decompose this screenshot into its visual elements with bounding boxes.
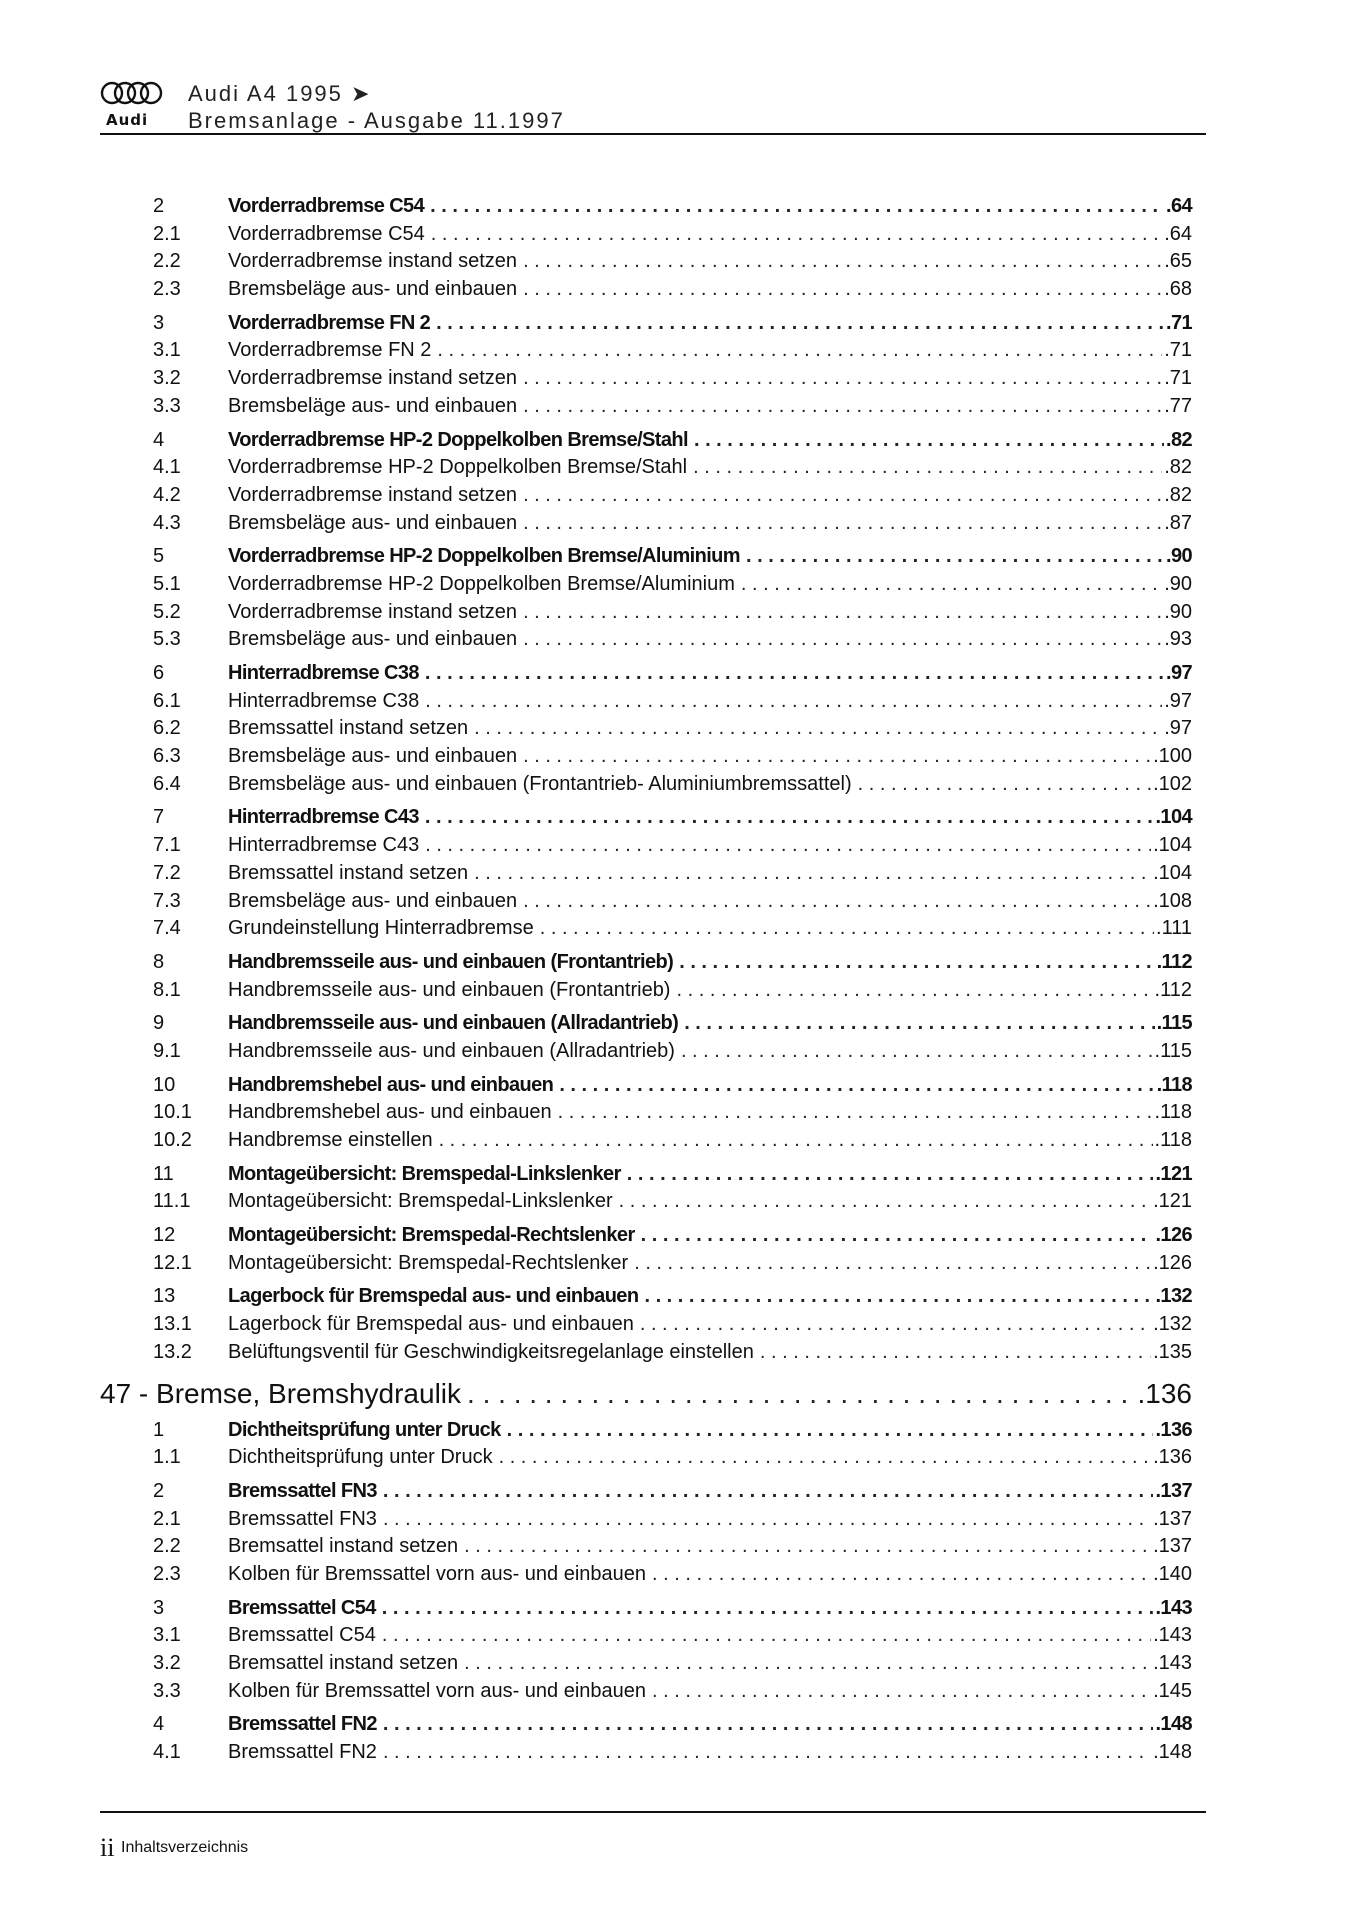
toc-leader-dots <box>523 888 1151 916</box>
toc-section-entry[interactable] <box>100 804 1192 832</box>
toc-subsection-entry[interactable] <box>100 860 1192 888</box>
toc-entry-page: .143 <box>1153 1652 1192 1674</box>
toc-entry-page: .82 <box>1165 428 1192 451</box>
toc-leader-dots <box>523 393 1162 421</box>
toc-entry-number: 2.1 <box>153 1507 181 1530</box>
toc-entry-page: .121 <box>1153 1190 1192 1213</box>
toc-entry-title: Vorderradbremse FN 2 <box>228 339 432 362</box>
toc-section-entry[interactable] <box>100 1283 1192 1311</box>
toc-leader-dots <box>425 832 1151 860</box>
toc-entry-number: 9 <box>153 1012 165 1035</box>
toc-subsection-entry[interactable] <box>100 337 1192 365</box>
toc-entry-page: .97 <box>1164 717 1192 740</box>
toc-entry-title: Vorderradbremse C54 <box>228 195 425 217</box>
toc-leader-dots <box>523 743 1151 771</box>
toc-entry-number: 4 <box>153 1713 165 1736</box>
toc-entry-title: Bremsbeläge aus- und einbauen <box>228 278 518 301</box>
toc-entry-page: .82 <box>1164 456 1192 479</box>
toc-entry-number: 2.2 <box>153 1535 181 1558</box>
toc-entry-title: Bremsattel instand setzen <box>228 1535 459 1558</box>
toc-entry-page: .104 <box>1155 806 1192 829</box>
toc-entry-number: 2 <box>153 1479 165 1502</box>
toc-entry-title: Handbremshebel aus- und einbauen <box>228 1101 552 1124</box>
toc-subsection-entry[interactable] <box>100 688 1192 716</box>
toc-leader-dots <box>523 276 1162 304</box>
toc-section-entry[interactable] <box>100 1010 1192 1038</box>
toc-leader-dots <box>383 1739 1151 1767</box>
toc-subsection-entry[interactable] <box>100 1678 1192 1706</box>
toc-subsection-entry[interactable] <box>100 888 1192 916</box>
toc-entry-title: Bremssattel C54 <box>228 1624 376 1647</box>
toc-entry-page: .97 <box>1164 689 1192 712</box>
toc-entry-page: .111 <box>1156 917 1192 940</box>
toc-leader-dots <box>383 1711 1154 1739</box>
toc-leader-dots <box>652 1561 1151 1589</box>
toc-entry-number: 2.3 <box>153 278 181 301</box>
toc-entry-number: 1.1 <box>153 1446 181 1469</box>
toc-leader-dots <box>634 1250 1151 1278</box>
toc-entry-page: .126 <box>1155 1224 1192 1247</box>
toc-entry-number: 2.2 <box>153 250 181 273</box>
toc-entry-title: Vorderradbremse HP-2 Doppelkolben Bremse/Stahl <box>228 428 688 451</box>
toc-entry-page: .132 <box>1153 1313 1192 1336</box>
toc-subsection-entry[interactable] <box>100 1533 1192 1561</box>
toc-subsection-entry[interactable] <box>100 393 1192 421</box>
toc-entry-title: Hinterradbremse C38 <box>228 689 420 712</box>
toc-entry-page: .148 <box>1155 1713 1192 1736</box>
toc-leader-dots <box>425 688 1162 716</box>
toc-subsection-entry[interactable] <box>100 1622 1192 1650</box>
toc-entry-number: 5.3 <box>153 628 181 651</box>
toc-entry-number: 9.1 <box>153 1039 181 1062</box>
toc-entry-title: Montageübersicht: Bremspedal-Linkslenker <box>228 1190 613 1213</box>
toc-entry-title: Bremsattel instand setzen <box>228 1652 459 1674</box>
toc-subsection-entry[interactable] <box>100 743 1192 771</box>
toc-chapter-entry[interactable] <box>100 1377 1192 1411</box>
toc-entry-number: 2.3 <box>153 1562 181 1585</box>
header-divider <box>100 133 1206 135</box>
toc-entry-title: Handbremshebel aus- und einbauen <box>228 1073 554 1096</box>
toc-entry-title: Belüftungsventil für Geschwindigkeitsregelanlage einstellen <box>228 1340 754 1363</box>
toc-leader-dots <box>523 510 1162 538</box>
toc-leader-dots <box>437 337 1162 365</box>
toc-entry-number: 6.3 <box>153 745 181 768</box>
toc-entry-number: 13 <box>153 1285 176 1308</box>
toc-subsection-entry[interactable] <box>100 1127 1192 1155</box>
toc-subsection-entry[interactable] <box>100 715 1192 743</box>
toc-subsection-entry[interactable] <box>100 626 1192 654</box>
toc-entry-title: Vorderradbremse instand setzen <box>228 250 518 273</box>
toc-entry-page: .140 <box>1153 1562 1192 1585</box>
toc-entry-page: .90 <box>1164 600 1192 623</box>
toc-entry-title: Bremsbeläge aus- und einbauen <box>228 889 518 912</box>
toc-section-entry[interactable] <box>100 193 1192 221</box>
toc-entry-title: Montageübersicht: Bremspedal-Rechtslenker <box>228 1251 629 1274</box>
toc-entry-title: Bremssattel instand setzen <box>228 717 469 740</box>
toc-entry-number: 6 <box>153 662 165 684</box>
toc-entry-title: Handbremse einstellen <box>228 1129 433 1151</box>
toc-entry-number: 3.3 <box>153 394 181 417</box>
toc-entry-page: .118 <box>1156 1073 1192 1096</box>
toc-entry-page: .135 <box>1153 1340 1192 1363</box>
toc-entry-number: 11 <box>153 1162 174 1185</box>
toc-entry-page: .132 <box>1155 1285 1192 1308</box>
toc-subsection-entry[interactable] <box>100 1311 1192 1339</box>
footer-divider <box>100 1811 1206 1813</box>
toc-leader-dots <box>523 248 1162 276</box>
toc-entry-title: Bremssattel C54 <box>228 1596 376 1619</box>
toc-section-entry[interactable] <box>100 310 1192 338</box>
toc-entry-title: Hinterradbremse C43 <box>228 834 420 857</box>
toc-leader-dots <box>439 1127 1153 1155</box>
toc-subsection-entry[interactable] <box>100 1444 1192 1472</box>
toc-leader-dots <box>641 1222 1154 1250</box>
toc-subsection-entry[interactable] <box>100 832 1192 860</box>
toc-section-entry[interactable] <box>100 1478 1192 1506</box>
toc-entry-title: Bremssattel FN2 <box>228 1713 377 1736</box>
toc-leader-dots <box>425 660 1164 688</box>
toc-entry-number: 5.2 <box>153 600 181 623</box>
toc-entry-page: .97 <box>1165 662 1192 684</box>
toc-entry-page: .90 <box>1164 572 1192 595</box>
toc-subsection-entry[interactable] <box>100 1188 1192 1216</box>
header-title-model: Audi A4 1995 ➤ <box>188 81 372 106</box>
toc-entry-page: .82 <box>1164 483 1192 506</box>
toc-leader-dots <box>523 482 1162 510</box>
toc-entry-number: 5 <box>153 545 165 568</box>
toc-leader-dots <box>619 1188 1151 1216</box>
toc-entry-page: .100 <box>1153 745 1192 768</box>
toc-leader-dots <box>464 1650 1151 1678</box>
toc-leader-dots <box>676 977 1152 1005</box>
header-title-section: Bremsanlage - Ausgabe 11.1997 <box>188 108 565 133</box>
toc-entry-page: .64 <box>1165 195 1192 217</box>
toc-entry-title: Bremsbeläge aus- und einbauen <box>228 394 518 417</box>
toc-leader-dots <box>559 1072 1154 1100</box>
toc-entry-number: 7.2 <box>153 861 181 884</box>
toc-entry-number: 10.1 <box>153 1101 192 1124</box>
toc-entry-number: 11.1 <box>153 1190 191 1213</box>
toc-entry-number: 12.1 <box>153 1251 192 1274</box>
toc-entry-title: Bremssattel FN3 <box>228 1507 377 1530</box>
toc-subsection-entry[interactable] <box>100 276 1192 304</box>
toc-entry-title: Lagerbock für Bremspedal aus- und einbauen <box>228 1285 639 1308</box>
toc-leader-dots <box>679 949 1154 977</box>
toc-entry-title: Vorderradbremse C54 <box>228 222 425 245</box>
toc-leader-dots <box>694 427 1164 455</box>
toc-entry-title: Vorderradbremse FN 2 <box>228 311 431 334</box>
toc-subsection-entry[interactable] <box>100 248 1192 276</box>
toc-entry-title: Dichtheitsprüfung unter Druck <box>228 1418 501 1441</box>
toc-subsection-entry[interactable] <box>100 1339 1192 1367</box>
toc-leader-dots <box>382 1595 1154 1623</box>
toc-entry-page: .108 <box>1153 889 1192 912</box>
toc-entry-number: 4.1 <box>153 456 181 479</box>
toc-entry-page: .136 <box>1155 1418 1192 1441</box>
toc-entry-title: Vorderradbremse instand setzen <box>228 600 518 623</box>
toc-entry-number: 7 <box>153 806 165 829</box>
toc-entry-title: Vorderradbremse instand setzen <box>228 483 518 506</box>
toc-subsection-entry[interactable] <box>100 977 1192 1005</box>
toc-entry-page: .145 <box>1153 1679 1192 1702</box>
toc-entry-page: .136 <box>1153 1446 1192 1469</box>
toc-entry-page: .104 <box>1153 834 1192 857</box>
toc-entry-title: Lagerbock für Bremspedal aus- und einbauen <box>228 1313 634 1336</box>
toc-entry-number: 2.1 <box>153 222 181 245</box>
toc-entry-title: Montageübersicht: Bremspedal-Linkslenker <box>228 1162 621 1185</box>
toc-subsection-entry[interactable] <box>100 1739 1192 1767</box>
toc-subsection-entry[interactable] <box>100 1650 1192 1678</box>
toc-section-entry[interactable] <box>100 660 1192 688</box>
toc-entry-page: .90 <box>1165 545 1192 568</box>
toc-entry-page: .87 <box>1164 511 1192 534</box>
toc-section-entry[interactable] <box>100 427 1192 455</box>
toc-entry-number: 12 <box>153 1224 176 1247</box>
toc-leader-dots <box>693 454 1162 482</box>
toc-entry-page: .137 <box>1155 1479 1192 1502</box>
toc-entry-number: 3.2 <box>153 1652 181 1674</box>
toc-leader-dots <box>858 771 1151 799</box>
toc-entry-number: 13.2 <box>153 1340 192 1363</box>
toc-entry-page: .136 <box>1137 1377 1192 1409</box>
toc-subsection-entry[interactable] <box>100 454 1192 482</box>
toc-entry-page: .115 <box>1156 1012 1192 1035</box>
toc-leader-dots <box>499 1444 1151 1472</box>
toc-leader-dots <box>760 1339 1151 1367</box>
toc-entry-number: 8 <box>153 950 165 973</box>
toc-entry-number: 4.2 <box>153 483 181 506</box>
toc-leader-dots <box>436 310 1164 338</box>
toc-entry-title: 47 - Bremse, Bremshydraulik <box>100 1377 462 1409</box>
toc-entry-number: 5.1 <box>153 572 181 595</box>
toc-entry-page: .64 <box>1164 222 1192 245</box>
toc-leader-dots <box>558 1099 1153 1127</box>
toc-subsection-entry[interactable] <box>100 571 1192 599</box>
toc-entry-number: 1 <box>153 1418 165 1441</box>
toc-entry-number: 10.2 <box>153 1129 192 1151</box>
toc-entry-number: 3 <box>153 311 165 334</box>
toc-leader-dots <box>627 1161 1154 1189</box>
toc-subsection-entry[interactable] <box>100 915 1192 943</box>
toc-entry-title: Handbremsseile aus- und einbauen (Allradantrieb) <box>228 1012 679 1035</box>
toc-entry-title: Bremssattel FN2 <box>228 1741 377 1764</box>
toc-entry-page: .71 <box>1165 311 1192 334</box>
table-of-contents <box>100 193 1192 1767</box>
toc-leader-dots <box>383 1478 1154 1506</box>
toc-entry-title: Vorderradbremse HP-2 Doppelkolben Bremse/Aluminium <box>228 545 740 568</box>
toc-subsection-entry[interactable] <box>100 1506 1192 1534</box>
toc-entry-page: .104 <box>1153 861 1192 884</box>
toc-entry-number: 3.2 <box>153 367 181 390</box>
toc-entry-number: 3.1 <box>153 339 181 362</box>
toc-entry-number: 2 <box>153 195 165 217</box>
toc-entry-number: 7.4 <box>153 917 181 940</box>
audi-logo-text: Audi <box>106 111 149 129</box>
toc-leader-dots <box>644 1283 1153 1311</box>
toc-entry-title: Dichtheitsprüfung unter Druck <box>228 1446 493 1469</box>
toc-entry-page: .121 <box>1155 1162 1192 1185</box>
toc-entry-page: .143 <box>1155 1596 1192 1619</box>
toc-entry-title: Bremsbeläge aus- und einbauen (Frontantrieb- Aluminiumbremssattel) <box>228 772 852 795</box>
toc-entry-number: 7.1 <box>153 834 181 857</box>
toc-subsection-entry[interactable] <box>100 221 1192 249</box>
toc-leader-dots <box>523 365 1162 393</box>
toc-section-entry[interactable] <box>100 1417 1192 1445</box>
toc-entry-page: .112 <box>1156 950 1192 973</box>
toc-entry-page: .118 <box>1154 1101 1192 1124</box>
toc-leader-dots <box>652 1678 1151 1706</box>
toc-section-entry[interactable] <box>100 1161 1192 1189</box>
toc-entry-title: Hinterradbremse C38 <box>228 662 419 684</box>
footer-page-number: ii <box>100 1833 115 1862</box>
toc-subsection-entry[interactable] <box>100 482 1192 510</box>
toc-subsection-entry[interactable] <box>100 771 1192 799</box>
toc-entry-page: .137 <box>1153 1535 1192 1558</box>
toc-entry-title: Kolben für Bremssattel vorn aus- und einbauen <box>228 1562 647 1585</box>
toc-leader-dots <box>383 1506 1151 1534</box>
toc-entry-title: Hinterradbremse C43 <box>228 806 419 829</box>
toc-entry-number: 7.3 <box>153 889 181 912</box>
toc-leader-dots <box>474 860 1151 888</box>
toc-leader-dots <box>507 1417 1154 1445</box>
toc-entry-number: 6.2 <box>153 717 181 740</box>
page-header <box>100 78 1206 134</box>
toc-section-entry[interactable] <box>100 949 1192 977</box>
toc-leader-dots <box>523 599 1162 627</box>
toc-entry-number: 3.1 <box>153 1624 181 1647</box>
toc-leader-dots <box>684 1010 1154 1038</box>
toc-entry-page: .148 <box>1153 1741 1192 1764</box>
toc-entry-title: Handbremsseile aus- und einbauen (Allradantrieb) <box>228 1039 675 1062</box>
toc-entry-page: .118 <box>1154 1129 1192 1151</box>
toc-leader-dots <box>640 1311 1151 1339</box>
toc-entry-title: Handbremsseile aus- und einbauen (Frontantrieb) <box>228 950 674 973</box>
toc-leader-dots <box>741 571 1162 599</box>
toc-entry-number: 6.1 <box>153 689 181 712</box>
toc-entry-title: Kolben für Bremssattel vorn aus- und einbauen <box>228 1679 647 1702</box>
toc-leader-dots <box>467 1377 1135 1411</box>
toc-subsection-entry[interactable] <box>100 1038 1192 1066</box>
toc-leader-dots <box>464 1533 1151 1561</box>
toc-subsection-entry[interactable] <box>100 365 1192 393</box>
toc-entry-title: Bremssattel instand setzen <box>228 861 469 884</box>
toc-entry-number: 3 <box>153 1596 165 1619</box>
toc-entry-number: 4 <box>153 428 165 451</box>
toc-subsection-entry[interactable] <box>100 599 1192 627</box>
toc-entry-page: .71 <box>1164 367 1192 390</box>
toc-entry-page: .112 <box>1154 978 1192 1001</box>
toc-entry-page: .93 <box>1164 628 1192 651</box>
toc-entry-title: Bremsbeläge aus- und einbauen <box>228 628 518 651</box>
toc-entry-page: .115 <box>1154 1039 1192 1062</box>
toc-entry-page: .137 <box>1153 1507 1192 1530</box>
toc-entry-title: Bremsbeläge aus- und einbauen <box>228 511 518 534</box>
toc-entry-page: .71 <box>1164 339 1192 362</box>
toc-entry-title: Vorderradbremse HP-2 Doppelkolben Bremse/Stahl <box>228 456 688 479</box>
toc-entry-number: 4.3 <box>153 511 181 534</box>
toc-entry-number: 13.1 <box>153 1313 192 1336</box>
toc-leader-dots <box>746 543 1164 571</box>
toc-entry-title: Handbremsseile aus- und einbauen (Frontantrieb) <box>228 978 671 1001</box>
toc-entry-number: 10 <box>153 1073 176 1096</box>
toc-entry-title: Grundeinstellung Hinterradbremse <box>228 917 534 940</box>
footer-section-name: Inhaltsverzeichnis <box>121 1839 249 1856</box>
toc-entry-title: Bremsbeläge aus- und einbauen <box>228 745 518 768</box>
toc-entry-number: 3.3 <box>153 1679 181 1702</box>
toc-entry-page: .68 <box>1164 278 1192 301</box>
toc-section-entry[interactable] <box>100 1595 1192 1623</box>
toc-entry-number: 6.4 <box>153 772 181 795</box>
toc-leader-dots <box>431 221 1162 249</box>
toc-leader-dots <box>523 626 1162 654</box>
toc-entry-title: Montageübersicht: Bremspedal-Rechtslenker <box>228 1224 635 1247</box>
toc-entry-number: 8.1 <box>153 978 181 1001</box>
toc-leader-dots <box>474 715 1162 743</box>
toc-entry-title: Bremssattel FN3 <box>228 1479 377 1502</box>
toc-section-entry[interactable] <box>100 543 1192 571</box>
toc-entry-page: .102 <box>1153 772 1192 795</box>
toc-entry-page: .126 <box>1153 1251 1192 1274</box>
toc-entry-page: .77 <box>1164 394 1192 417</box>
toc-section-entry[interactable] <box>100 1711 1192 1739</box>
toc-entry-title: Vorderradbremse HP-2 Doppelkolben Bremse/Aluminium <box>228 572 735 595</box>
toc-subsection-entry[interactable] <box>100 1250 1192 1278</box>
toc-entry-number: 4.1 <box>153 1741 181 1764</box>
toc-entry-page: .143 <box>1153 1624 1192 1647</box>
toc-leader-dots <box>430 193 1164 221</box>
toc-section-entry[interactable] <box>100 1072 1192 1100</box>
toc-leader-dots <box>540 915 1154 943</box>
toc-subsection-entry[interactable] <box>100 510 1192 538</box>
toc-leader-dots <box>425 804 1154 832</box>
toc-subsection-entry[interactable] <box>100 1561 1192 1589</box>
toc-entry-page: .65 <box>1164 250 1192 273</box>
toc-subsection-entry[interactable] <box>100 1099 1192 1127</box>
toc-leader-dots <box>382 1622 1151 1650</box>
toc-section-entry[interactable] <box>100 1222 1192 1250</box>
audi-rings-logo <box>100 80 164 106</box>
toc-leader-dots <box>681 1038 1153 1066</box>
toc-entry-title: Vorderradbremse instand setzen <box>228 367 518 390</box>
